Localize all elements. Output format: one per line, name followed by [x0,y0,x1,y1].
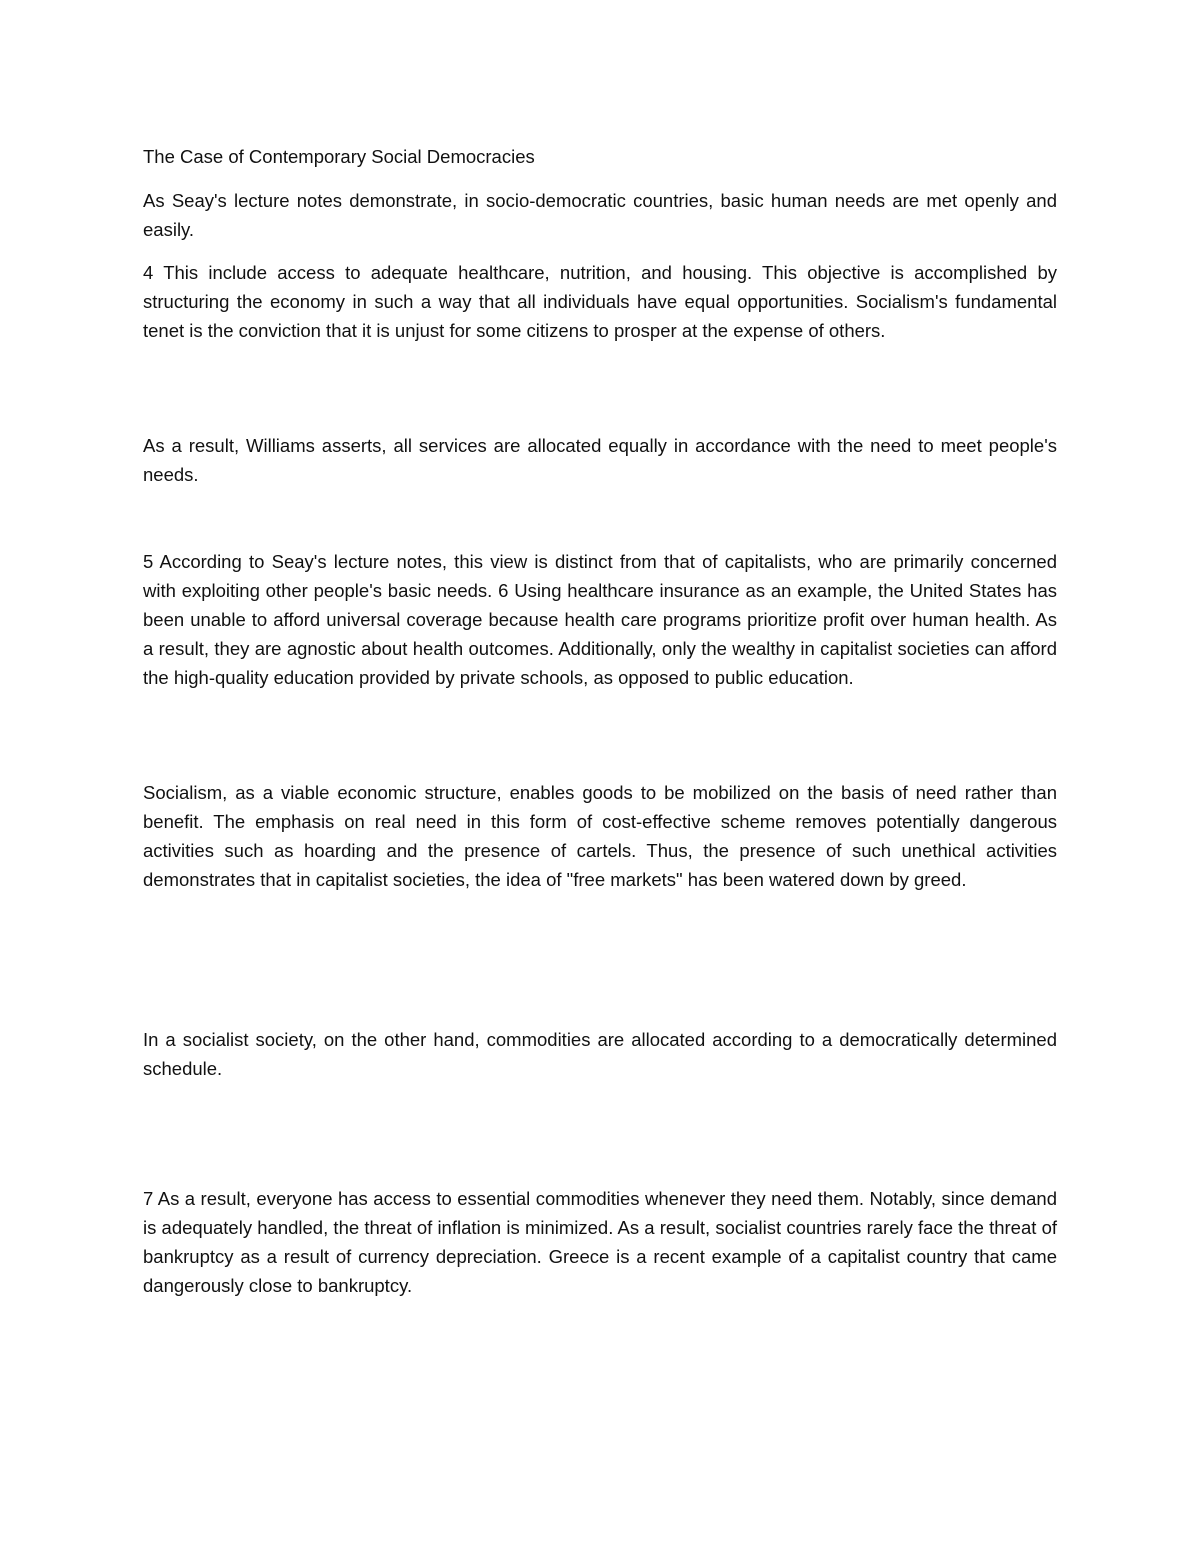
paragraph-4: 5 According to Seay's lecture notes, this view is distinct from that of capitalists, who are primarily concerned with exploiting other people's basic needs. 6 Using healthcare insurance as an example, the United States has been unable to afford universal coverage because health care programs prioritize profit over human health. As a result, they are agnostic about health outcomes. Additionally, only the wealthy in capitalist societies can afford the high-quality education provided by private schools, as opposed to public education. [143,551,1057,688]
paragraph-6: In a socialist society, on the other hand, commodities are allocated according to a democratically determined schedule. [143,1029,1057,1079]
paragraph-7: 7 As a result, everyone has access to essential commodities whenever they need them. Notably, since demand is adequately handled, the threat of inflation is minimized. As a result, socialist countries rarely face the threat of bankruptcy as a result of currency depreciation. Greece is a recent example of a capitalist country that came dangerously close to bankruptcy. [143,1188,1057,1296]
paragraph-5: Socialism, as a viable economic structure, enables goods to be mobilized on the basis of need rather than benefit. The emphasis on real need in this form of cost-effective scheme removes potentially dangerous activities such as hoarding and the presence of cartels. Thus, the presence of such unethical activities demonstrates that in capitalist societies, the idea of "free markets" has been watered down by greed. [143,782,1057,890]
paragraph-2: 4 This include access to adequate healthcare, nutrition, and housing. This objective is accomplished by structuring the economy in such a way that all individuals have equal opportunities. Socialism's fundamental tenet is the conviction that it is unjust for some citizens to prosper at the expense of others. [143,262,1057,341]
document-title: The Case of Contemporary Social Democracies [143,146,535,167]
paragraph-3: As a result, Williams asserts, all services are allocated equally in accordance with the need to meet people's needs. [143,435,1057,485]
paragraph-1: As Seay's lecture notes demonstrate, in socio-democratic countries, basic human needs are met openly and easily. [143,190,1057,240]
